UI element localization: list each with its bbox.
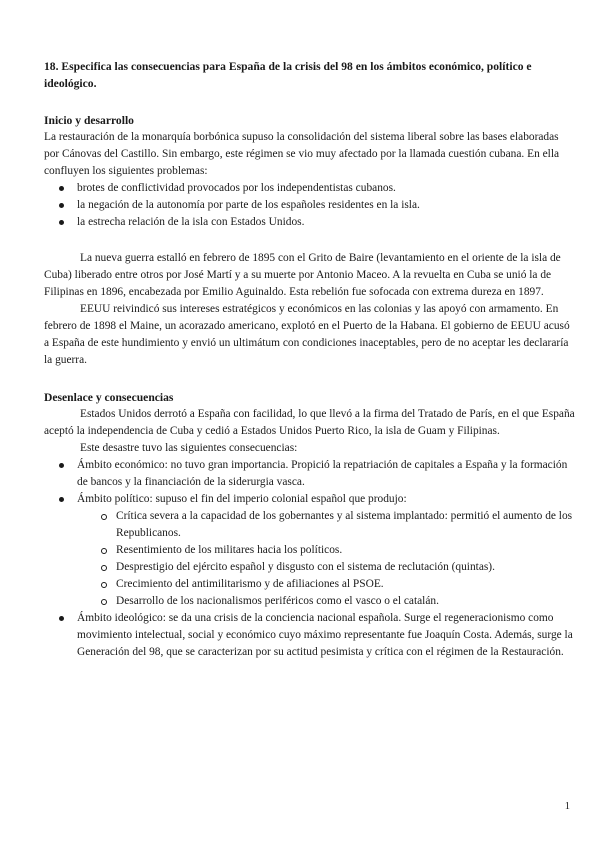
list-item: Desprestigio del ejército español y disgusto con el sistema de reclutación (quintas).: [44, 559, 576, 576]
section-heading-desenlace: Desenlace y consecuencias: [44, 391, 174, 404]
treaty-paragraph: Estados Unidos derrotó a España con facilidad, lo que llevó a la firma del Tratado de París, en el que España aceptó la independencia de Cuba y cedió a Estados Unidos Puerto Rico, la isla de Guam y Filipinas.: [44, 408, 575, 437]
intro-paragraph: La restauración de la monarquía borbónica supuso la consolidación del sistema liberal sobre las bases elaboradas por Cánovas del Castillo. Sin embargo, este régimen se vio muy afectado por la llamada cuestión cubana. En ella confluyen los siguientes problemas:: [44, 131, 560, 177]
question-title: 18. Especifica las consecuencias para España de la crisis del 98 en los ámbitos económico, político e ideológico.: [44, 60, 532, 90]
list-item: Desarrollo de los nacionalismos periféricos como el vasco o el catalán.: [44, 593, 576, 610]
document-page: [44, 58, 576, 661]
consequences-list: [44, 457, 576, 661]
page-number: 1: [564, 801, 570, 812]
list-item: Crítica severa a la capacidad de los gobernantes y al sistema implantado: permitió el aumento de los Republicanos.: [44, 508, 576, 542]
list-item: la negación de la autonomía por parte de los españoles residentes en la isla.: [44, 197, 576, 214]
economic-consequence: Ámbito económico: no tuvo gran importancia. Propició la repatriación de capitales a España y la formación de bancos y la financiación de la siderurgia vasca.: [44, 457, 576, 491]
section-heading-inicio: Inicio y desarrollo: [44, 114, 134, 127]
consequences-intro: Este desastre tuvo las siguientes consecuencias:: [80, 442, 298, 454]
problems-list: [44, 180, 576, 231]
political-consequence: [44, 491, 576, 610]
list-item: brotes de conflictividad provocados por los independentistas cubanos.: [44, 180, 576, 197]
war-paragraph: La nueva guerra estalló en febrero de 1895 con el Grito de Baire (levantamiento en el oriente de la isla de Cuba) liberado entre otros por José Martí y a su muerte por Antonio Maceo. A la revuelta en Cuba se unió la de Filipinas en 1896, encabezada por Emilio Aguinaldo. Esta rebelión fue sofocada con extrema dureza en 1897.: [44, 252, 561, 298]
ideological-consequence: Ámbito ideológico: se da una crisis de la conciencia nacional española. Surge el regeneracionismo como movimiento intelectual, social y económico cuyo máximo representante fue Joaquín Costa. Además, surge la Generación del 98, que se caracterizan por su actitud pesimista y crítica con el régimen de la Restauración.: [44, 610, 576, 661]
list-item: la estrecha relación de la isla con Estados Unidos.: [44, 214, 576, 231]
list-item: Crecimiento del antimilitarismo y de afiliaciones al PSOE.: [44, 576, 576, 593]
eeuu-paragraph: EEUU reivindicó sus intereses estratégicos y económicos en las colonias y las apoyó con armamento. En febrero de 1898 el Maine, un acorazado americano, explotó en el Puerto de la Habana. El gobierno de EEUU acusó a España de este hundimiento y envió un ultimátum con condiciones inaceptables, pero de no aceptar les declararía la guerra.: [44, 303, 570, 366]
list-item: Resentimiento de los militares hacia los políticos.: [44, 542, 576, 559]
political-sublist: [44, 508, 576, 610]
political-consequence-text: Ámbito político: supuso el fin del imperio colonial español que produjo:: [77, 493, 407, 505]
